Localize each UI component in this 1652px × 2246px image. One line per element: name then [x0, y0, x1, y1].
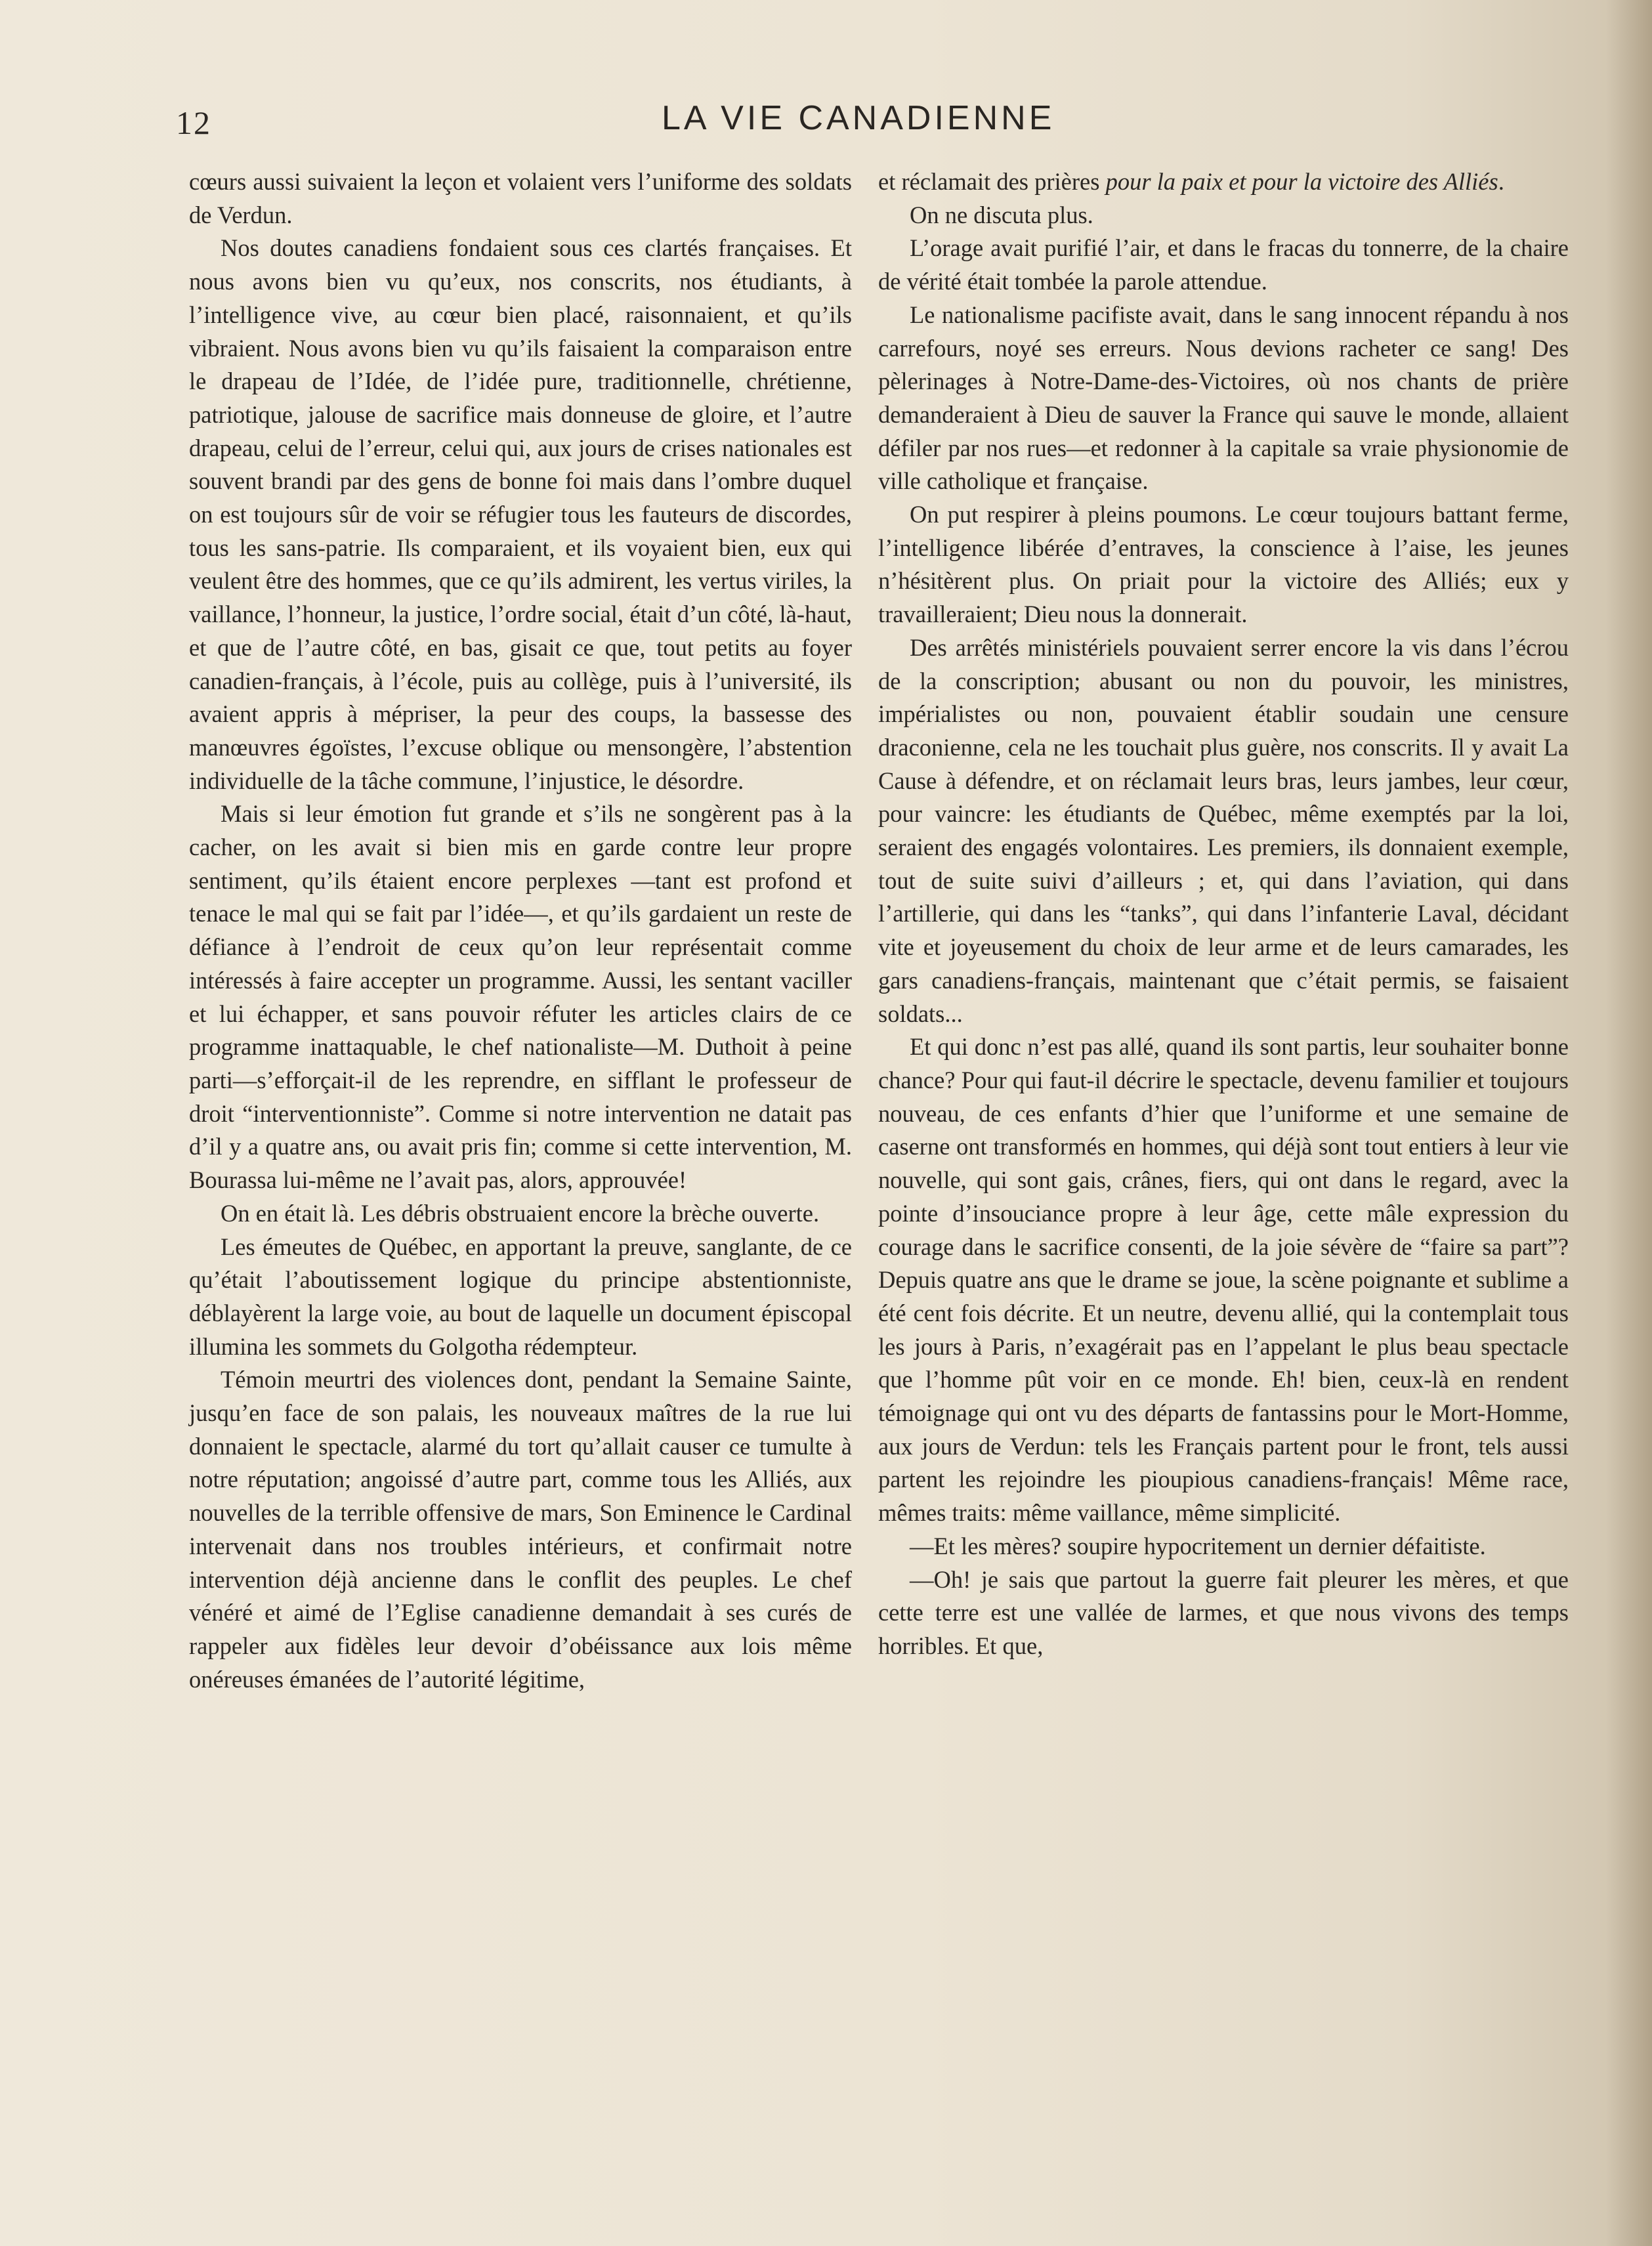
paragraph: Le nationalisme pacifiste avait, dans le sang innocent répandu à nos carrefours, noyé ses erreurs. Nous devions racheter ce sang! Des pèlerinages à Notre-Dame-des-Victoires, où nos chants de prière demanderaient à Dieu de sauver la France qui sauve le monde, allaient défiler par nos rues—et redonner à la capitale sa vraie physionomie de ville catholique et française.	[878, 301, 1569, 495]
page-number: 12	[176, 104, 211, 141]
paragraph	[878, 165, 1569, 199]
paragraph: On ne discuta plus.	[910, 201, 1093, 228]
paragraph: Et qui donc n’est pas allé, quand ils sont partis, leur souhaiter bonne chance? Pour qui faut-il décrire le spectacle, devenu familier et toujours nouveau, de ces enfants d’hier que l’uniforme et une semaine de caserne ont transformés en hommes, qui déjà sont tout entiers à leur vie nouvelle, qui sont gais, crânes, fiers, qui ont dans le regard, avec la pointe d’insouciance propre à leur âge, cette mâle expression du courage dans le sacrifice consenti, de la joie sévère de “faire sa part”? Depuis quatre ans que le drame se joue, la scène poignante et sublime a été cent fois décrite. Et un neutre, devenu allié, qui la contemplait tous les jours à Paris, n’exagérait pas en l’appelant le plus beau spectacle que l’homme pût voir en ce monde. Eh! bien, ceux-là en rendent témoignage qui ont vu des départs de fantassins pour le Mort-Homme, aux jours de Verdun: tels les Français partent pour le front, tels aussi partent les rejoindre les pioupious canadiens-français! Même race, mêmes traits: même vaillance, même simplicité.	[878, 1033, 1569, 1527]
running-title: LA VIE CANADIENNE	[662, 99, 1055, 137]
paragraph: On put respirer à pleins poumons. Le cœur toujours battant ferme, l’intelligence libérée d’entraves, la conscience à l’aise, les jeunes n’hésitèrent plus. On priait pour la victoire des Alliés; eux y travailleraient; Dieu nous la donnerait.	[878, 501, 1569, 628]
paragraph: —Oh! je sais que partout la guerre fait pleurer les mères, et que cette terre est une vallée de larmes, et que nous vivons des temps horribles. Et que,	[878, 1565, 1569, 1659]
paragraph: cœurs aussi suivaient la leçon et volaient vers l’uniforme des soldats de Verdun.	[189, 168, 852, 228]
paragraph: L’orage avait purifié l’air, et dans le fracas du tonnerre, de la chaire de vérité était tombée la parole attendue.	[878, 234, 1569, 295]
paragraph-text: .	[1498, 168, 1504, 195]
paragraph: Nos doutes canadiens fondaient sous ces clartés françaises. Et nous avons bien vu qu’eux, nos conscrits, nos étudiants, à l’intelligence vive, au cœur bien placé, raisonnaient, et qu’ils vibraient. Nous avons bien vu qu’ils faisaient la comparaison entre le drapeau de l’Idée, de l’idée pure, traditionnelle, chrétienne, patriotique, jalouse de sacrifice mais donneuse de gloire, et l’autre drapeau, celui de l’erreur, celui qui, aux jours de crises nationales est souvent brandi par des gens de bonne foi mais dans l’ombre duquel on est toujours sûr de voir se réfugier tous les fauteurs de discordes, tous les sans-patrie. Ils comparaient, et ils voyaient bien, eux qui veulent être des hommes, que ce qu’ils admirent, les vertus viriles, la vaillance, l’honneur, la justice, l’ordre social, était d’un côté, là-haut, et que de l’autre côté, en bas, gisait ce que, tout petits au foyer canadien-français, à l’école, puis au collège, puis à l’université, ils avaient appris à mépriser, la peur des coups, la bassesse des manœuvres égoïstes, l’excuse oblique ou mensongère, l’abstention individuelle de la tâche commune, l’injustice, le désordre.	[189, 234, 852, 794]
binding-shadow	[1606, 0, 1652, 2246]
page-header	[176, 98, 1462, 151]
paragraph: —Et les mères? soupire hypocritement un dernier défaitiste.	[910, 1532, 1486, 1559]
left-column	[189, 165, 852, 1696]
paragraph: Mais si leur émotion fut grande et s’ils ne songèrent pas à la cacher, on les avait si bien mis en garde contre leur propre sentiment, qu’ils étaient encore perplexes —tant est profond et tenace le mal qui se fait par l’idée—, et qu’ils gardaient un reste de défiance à l’endroit de ceux qu’on leur représentait comme intéressés à faire accepter un programme. Aussi, les sentant vaciller et lui échapper, et sans pouvoir réfuter les articles clairs de ce programme inattaquable, le chef nationaliste—M. Duthoit à peine parti—s’efforçait-il de les reprendre, en sifflant le professeur de droit “interventionniste”. Comme si notre intervention ne datait pas d’il y a quatre ans, ou avait pris fin; comme si cette intervention, M. Bourassa lui-même ne l’avait pas, alors, approuvée!	[189, 800, 852, 1194]
right-column	[878, 165, 1569, 1663]
italic-phrase: pour la paix et pour la victoire des Alliés	[1105, 168, 1498, 195]
paragraph-text: et réclamait des prières	[878, 168, 1106, 195]
paragraph: Les émeutes de Québec, en apportant la preuve, sanglante, de ce qu’était l’aboutissement logique du principe abstentionniste, déblayèrent la large voie, au bout de laquelle un document épiscopal illumina les sommets du Golgotha rédempteur.	[189, 1233, 852, 1360]
paragraph: Des arrêtés ministériels pouvaient serrer encore la vis dans l’écrou de la conscription; abusant ou non du pouvoir, les ministres, impérialistes ou non, pouvaient établir soudain une censure draconienne, cela ne les touchait plus guère, nos conscrits. Il y avait La Cause à défendre, et on réclamait leurs bras, leurs jambes, leur cœur, pour vaincre: les étudiants de Québec, même exemptés par la loi, seraient des engagés volontaires. Les premiers, ils donnaient exemple, tout de suite suivi d’ailleurs ; et, qui dans l’aviation, qui dans l’artillerie, qui dans les “tanks”, qui dans l’infanterie Laval, décidant vite et joyeusement du choix de leur arme et de leurs camarades, les gars canadiens-français, maintenant que c’était permis, se faisaient soldats...	[878, 633, 1569, 1027]
paragraph: On en était là. Les débris obstruaient encore la brèche ouverte.	[221, 1199, 820, 1227]
paragraph: Témoin meurtri des violences dont, pendant la Semaine Sainte, jusqu’en face de son palais, les nouveaux maîtres de la rue lui donnaient le spectacle, alarmé du tort qu’allait causer ce tumulte à notre réputation; angoissé d’autre part, comme tous les Alliés, aux nouvelles de la terrible offensive de mars, Son Eminence le Cardinal intervenait dans nos troubles intérieurs, et confirmait notre intervention déjà ancienne dans le conflit des peuples. Le chef vénéré et aimé de l’Eglise canadienne demandait à ses curés de rappeler aux fidèles leur devoir d’obéissance aux lois même onéreuses émanées de l’autorité légitime,	[189, 1366, 852, 1693]
